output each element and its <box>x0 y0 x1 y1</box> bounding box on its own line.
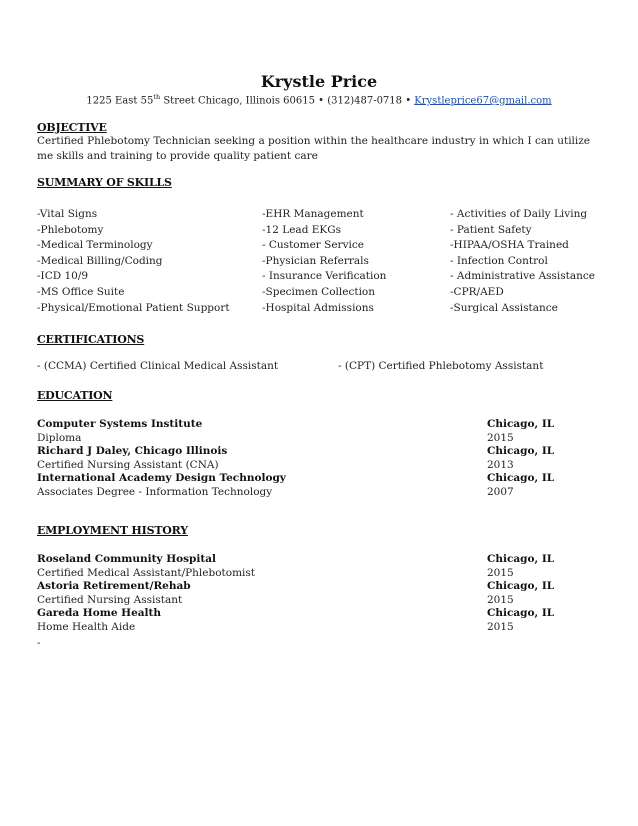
skills-heading: SUMMARY OF SKILLS <box>37 176 172 189</box>
school-name: International Academy Design Technology <box>37 472 286 484</box>
job-title-row <box>37 621 602 635</box>
objective-text: Certified Phlebotomy Technician seeking a position within the healthcare industry in which I can utilize me skills and training to provide quality patient care <box>37 135 591 162</box>
employer-name: Gareda Home Health <box>37 607 162 619</box>
address-rest: Street Chicago, Illinois 60615 • (312)487-0718 • <box>160 95 415 107</box>
skill-item: -HIPAA/OSHA Trained <box>450 239 569 252</box>
skill-item: -EHR Management <box>262 208 364 220</box>
skill-item: -ICD 10/9 <box>37 270 89 283</box>
skill-item: - Customer Service <box>262 239 364 252</box>
school-name: Computer Systems Institute <box>37 418 203 430</box>
education-heading: EDUCATION <box>37 389 113 402</box>
certification-item: - (CCMA) Certified Clinical Medical Assistant <box>37 360 279 372</box>
skill-item: -Physician Referrals <box>262 254 369 267</box>
education-degree-row <box>37 459 602 473</box>
degree-name: Certified Nursing Assistant (CNA) <box>37 458 219 471</box>
job-year: 2015 <box>487 620 514 633</box>
trailing-dash: - <box>37 638 41 649</box>
contact-line <box>0 93 638 106</box>
job-title-row <box>37 594 602 608</box>
degree-year: 2013 <box>487 458 514 471</box>
employer-row <box>37 607 602 621</box>
skill-item: -Medical Terminology <box>37 239 153 252</box>
address-text: 1225 East 55 <box>86 95 154 107</box>
skill-item: -MS Office Suite <box>37 285 125 298</box>
skill-item: -Hospital Admissions <box>262 301 374 314</box>
skill-item: -12 Lead EKGs <box>262 223 342 236</box>
skill-item: - Insurance Verification <box>262 270 387 283</box>
employer-location: Chicago, IL <box>487 607 555 619</box>
skills-column-1 <box>37 207 230 316</box>
degree-name: Associates Degree - Information Technology <box>37 485 273 498</box>
certifications-heading: CERTIFICATIONS <box>37 333 145 346</box>
certification-item: - (CPT) Certified Phlebotomy Assistant <box>338 360 544 372</box>
skills-column-2 <box>262 207 386 316</box>
job-title: Home Health Aide <box>37 620 136 633</box>
skill-item: - Patient Safety <box>450 223 532 236</box>
job-title: Certified Medical Assistant/Phlebotomist <box>37 566 256 579</box>
objective-heading: OBJECTIVE <box>37 121 107 134</box>
education-degree-row <box>37 486 602 500</box>
employer-name: Roseland Community Hospital <box>37 553 216 565</box>
skill-item: - Administrative Assistance <box>450 270 596 283</box>
candidate-name: Krystle Price <box>260 72 378 91</box>
skill-item: -Physical/Emotional Patient Support <box>37 301 230 314</box>
employer-location: Chicago, IL <box>487 553 555 565</box>
skill-item: -Vital Signs <box>37 208 98 220</box>
degree-year: 2015 <box>487 431 514 444</box>
school-location: Chicago, IL <box>487 418 555 430</box>
education-degree-row <box>37 432 602 446</box>
skill-item: -CPR/AED <box>450 285 504 298</box>
job-year: 2015 <box>487 593 514 606</box>
skill-item: -Specimen Collection <box>262 285 376 298</box>
education-school-row <box>37 472 602 486</box>
email-link[interactable]: Krystleprice67@gmail.com <box>414 95 552 107</box>
school-name: Richard J Daley, Chicago Illinois <box>37 445 228 457</box>
employment-heading: EMPLOYMENT HISTORY <box>37 524 188 537</box>
employer-name: Astoria Retirement/Rehab <box>37 580 191 592</box>
employer-location: Chicago, IL <box>487 580 555 592</box>
job-title: Certified Nursing Assistant <box>37 593 183 606</box>
school-location: Chicago, IL <box>487 445 555 457</box>
employer-row <box>37 580 602 594</box>
education-school-row <box>37 418 602 432</box>
skill-item: -Phlebotomy <box>37 223 104 236</box>
skill-item: -Medical Billing/Coding <box>37 254 163 267</box>
skill-item: -Surgical Assistance <box>450 301 558 314</box>
skill-item: - Activities of Daily Living <box>450 208 588 220</box>
school-location: Chicago, IL <box>487 472 555 484</box>
degree-name: Diploma <box>37 431 82 444</box>
job-title-row <box>37 567 602 581</box>
skills-column-3 <box>450 207 595 316</box>
degree-year: 2007 <box>487 485 514 498</box>
job-year: 2015 <box>487 566 514 579</box>
employer-row <box>37 553 602 567</box>
address-suffix: th <box>153 93 161 101</box>
skill-item: - Infection Control <box>450 254 548 267</box>
education-school-row <box>37 445 602 459</box>
